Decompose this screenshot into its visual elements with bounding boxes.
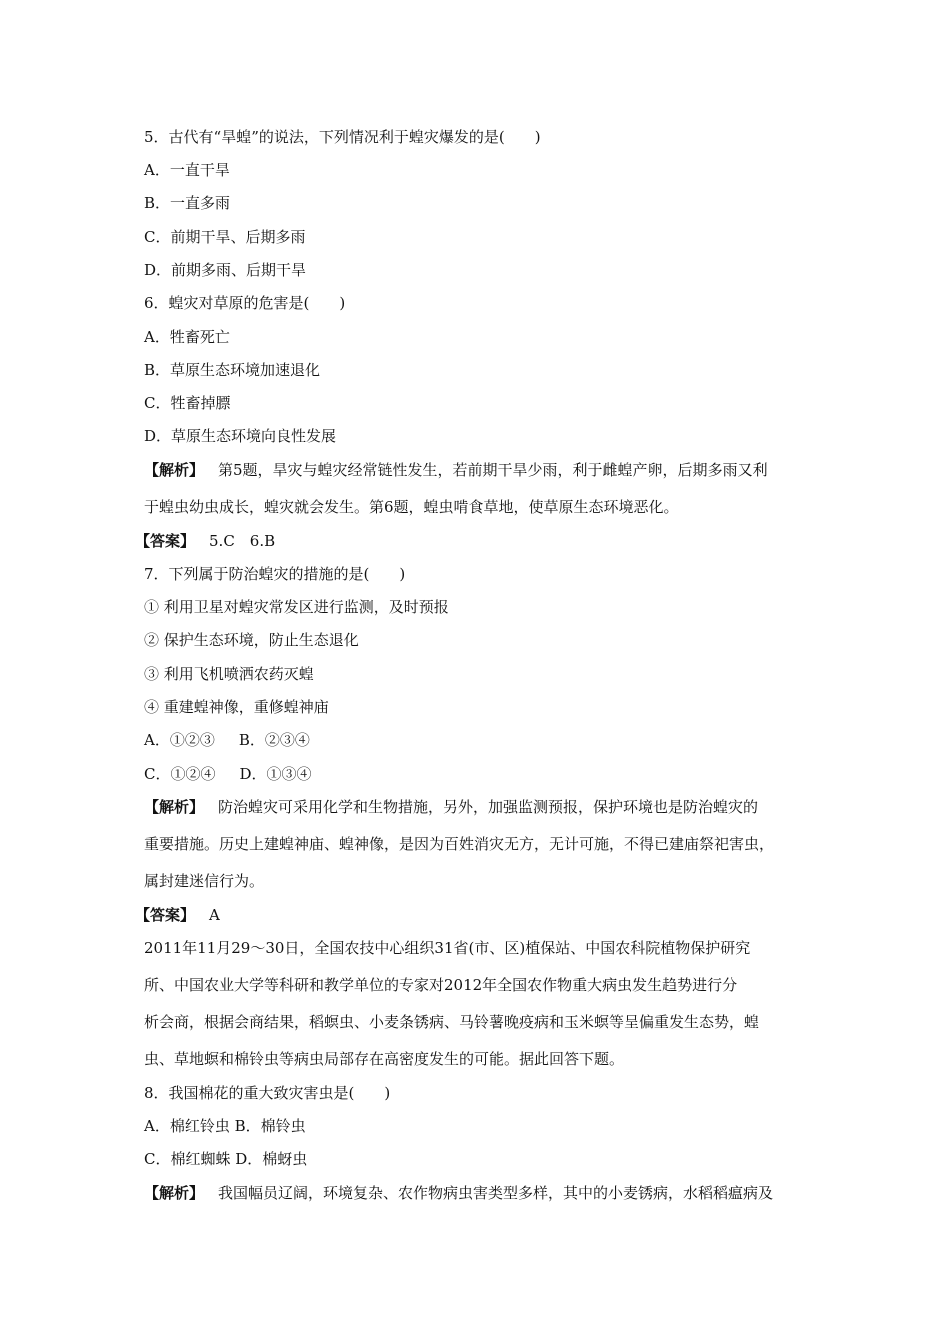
analysis-tag: 【解析】 xyxy=(144,798,205,816)
answer-text: A xyxy=(209,906,220,924)
passage-line-1: 2011年11月29～30日，全国农技中心组织31省(市、区)植保站、中国农科院植物保护研究 xyxy=(144,939,751,957)
q7-option-d: D．①③④ xyxy=(239,765,312,783)
analysis-1-line-2: 于蝗虫幼虫成长，蝗灾就会发生。第6题，蝗虫啃食草地，使草原生态环境恶化。 xyxy=(144,498,679,516)
q7-item-2: ② 保护生态环境，防止生态退化 xyxy=(144,631,359,649)
analysis-1-line-1 xyxy=(144,460,814,480)
q8-options-row-1: A．棉红铃虫 B．棉铃虫 xyxy=(144,1117,306,1135)
q5-option-d: D．前期多雨、后期干旱 xyxy=(144,261,307,279)
passage-line-3: 析会商，根据会商结果，稻螟虫、小麦条锈病、马铃薯晚疫病和玉米螟等呈偏重发生态势，蝗 xyxy=(144,1013,760,1031)
q5-option-c: C．前期干旱、后期多雨 xyxy=(144,228,306,246)
analysis-tag: 【解析】 xyxy=(144,461,205,479)
analysis-2-line-3: 属封建迷信行为。 xyxy=(144,872,265,890)
passage-line-4: 虫、草地螟和棉铃虫等病虫局部存在高密度发生的可能。据此回答下题。 xyxy=(144,1050,625,1068)
analysis-text: 我国幅员辽阔，环境复杂、农作物病虫害类型多样，其中的小麦锈病，水稻稻瘟病及 xyxy=(218,1184,774,1202)
q6-option-c: C．牲畜掉膘 xyxy=(144,394,231,412)
q7-stem: 7．下列属于防治蝗灾的措施的是( ) xyxy=(144,565,406,583)
q7-item-3: ③ 利用飞机喷洒农药灭蝗 xyxy=(144,665,314,683)
analysis-text: 第5题，旱灾与蝗灾经常链性发生，若前期干旱少雨，利于雌蝗产卵，后期多雨又利 xyxy=(218,461,768,479)
answer-tag: 【答案】 xyxy=(135,532,196,550)
q7-option-a: A．①②③ xyxy=(144,731,215,749)
answer-text: 5.C 6.B xyxy=(209,532,276,550)
answer-2 xyxy=(135,905,805,925)
q7-options-row-1 xyxy=(144,730,814,750)
q7-option-c: C．①②④ xyxy=(144,765,216,783)
analysis-2-line-1 xyxy=(144,797,814,817)
q6-option-a: A．牲畜死亡 xyxy=(144,328,230,346)
q6-stem: 6．蝗灾对草原的危害是( ) xyxy=(144,294,346,312)
q8-options-row-2: C．棉红蜘蛛 D．棉蚜虫 xyxy=(144,1150,308,1168)
q7-item-1: ① 利用卫星对蝗灾常发区进行监测，及时预报 xyxy=(144,598,449,616)
analysis-3-line-1 xyxy=(144,1183,814,1203)
passage-line-2: 所、中国农业大学等科研和教学单位的专家对2012年全国农作物重大病虫发生趋势进行分 xyxy=(144,976,738,994)
answer-tag: 【答案】 xyxy=(135,906,196,924)
q5-stem: 5．古代有“旱蝗”的说法，下列情况利于蝗灾爆发的是( ) xyxy=(144,128,541,146)
q8-stem: 8．我国棉花的重大致灾害虫是( ) xyxy=(144,1084,391,1102)
analysis-tag: 【解析】 xyxy=(144,1184,205,1202)
q6-option-b: B．草原生态环境加速退化 xyxy=(144,361,321,379)
answer-1 xyxy=(135,531,805,551)
q7-option-b: B．②③④ xyxy=(238,731,310,749)
q7-options-row-2 xyxy=(144,764,814,784)
analysis-2-line-2: 重要措施。历史上建蝗神庙、蝗神像，是因为百姓消灾无方，无计可施，不得已建庙祭祀害虫， xyxy=(144,835,775,853)
analysis-text: 防治蝗灾可采用化学和生物措施，另外，加强监测预报，保护环境也是防治蝗灾的 xyxy=(218,798,759,816)
q6-option-d: D．草原生态环境向良性发展 xyxy=(144,427,337,445)
q5-option-b: B．一直多雨 xyxy=(144,194,231,212)
q5-option-a: A．一直干旱 xyxy=(144,161,230,179)
q7-item-4: ④ 重建蝗神像，重修蝗神庙 xyxy=(144,698,329,716)
